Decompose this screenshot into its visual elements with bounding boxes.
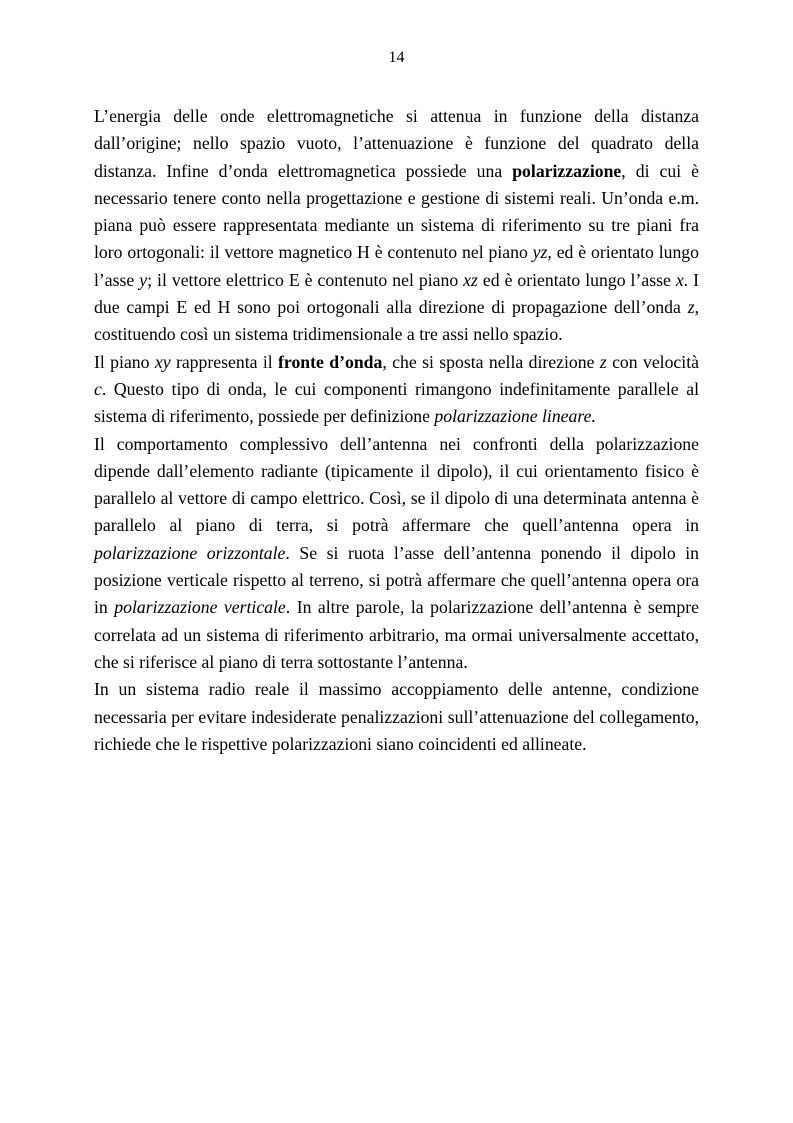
text-run: rappresenta il [170,351,279,372]
page-number: 14 [388,49,405,66]
italic-plane-yz: yz [532,242,548,263]
italic-axis-y: y [139,269,148,290]
italic-plane-xy: xy [154,351,171,372]
italic-axis-z: z [599,351,607,372]
text-run: , di cui è necessario tenere conto nella progettazione e gestione di sistemi reali. Un’onda e.m. piana può essere rappresentata mediante un sistema di riferimento su tre piani fra loro ortogonali: il vettore magnetico H è contenuto nel piano [94,160,699,263]
italic-axis-z: z [687,297,695,318]
text-run: Il piano [94,351,155,372]
paragraph-antenna-polarization [94,431,699,677]
text-run: ed è orientato lungo l’asse [477,269,676,290]
text-run: con velocità [606,351,699,372]
text-run: ; il vettore elettrico E è contenuto nel piano [147,269,464,290]
text-run: . Questo tipo di onda, le cui componenti rimangono indefinitamente parallele al sistema di riferimento, possiede per definizione [94,378,699,427]
text-run: , costituendo così un sistema tridimensionale a tre assi nello spazio. [94,297,699,345]
paragraph-wavefront [94,349,699,431]
text-run: , ed è orientato lungo l’asse [94,242,699,290]
text-run: Il comportamento complessivo dell’antenna nei confronti della polarizzazione dipende dall’elemento radiante (tipicamente il dipolo), il cui orientamento fisico è parallelo al vettore di campo elettrico. Così, se il dipolo di una determinata antenna è parallelo al piano di terra, si potrà affermare che quell’antenna opera in [94,433,699,536]
italic-axis-x: x [675,269,684,290]
bold-term-polarizzazione: polarizzazione [512,160,622,181]
paragraph-polarization-intro [94,103,699,349]
italic-term-polarizzazione-lineare: polarizzazione lineare. [434,406,596,427]
text-run: L’energia delle onde elettromagnetiche si attenua in funzione della distanza dall’origine; nello spazio vuoto, l’attenuazione è funzione del quadrato della distanza. Infine d’onda elettromagnetica possiede una [94,106,699,181]
document-body [94,103,699,758]
text-run: In un sistema radio reale il massimo accoppiamento delle antenne, condizione necessaria per evitare indesiderate penalizzazioni sull’attenuazione del collegamento, richiede che le rispettive polarizzazioni siano coincidenti ed allineate. [94,679,699,754]
italic-term-polarizzazione-verticale: polarizzazione verticale [114,597,286,618]
text-run: , che si sposta nella direzione [382,351,600,372]
text-run: . I due campi E ed H sono poi ortogonali alla direzione di propagazione dell’onda [94,269,699,318]
text-run: . Se si ruota l’asse dell’antenna ponendo il dipolo in posizione verticale rispetto al terreno, si potrà affermare che quell’antenna opera ora in [94,542,700,618]
paragraph-radio-system [94,676,699,758]
italic-plane-xz: xz [463,269,478,290]
italic-velocity-c: c [94,378,102,399]
bold-term-fronte-donda: fronte d’onda [278,351,383,372]
italic-term-polarizzazione-orizzontale: polarizzazione orizzontale [94,542,286,563]
text-run: . In altre parole, la polarizzazione dell’antenna è sempre correlata ad un sistema di riferimento arbitrario, ma ormai universalmente accettato, che si riferisce al piano di terra sottostante l’antenna. [94,597,700,672]
